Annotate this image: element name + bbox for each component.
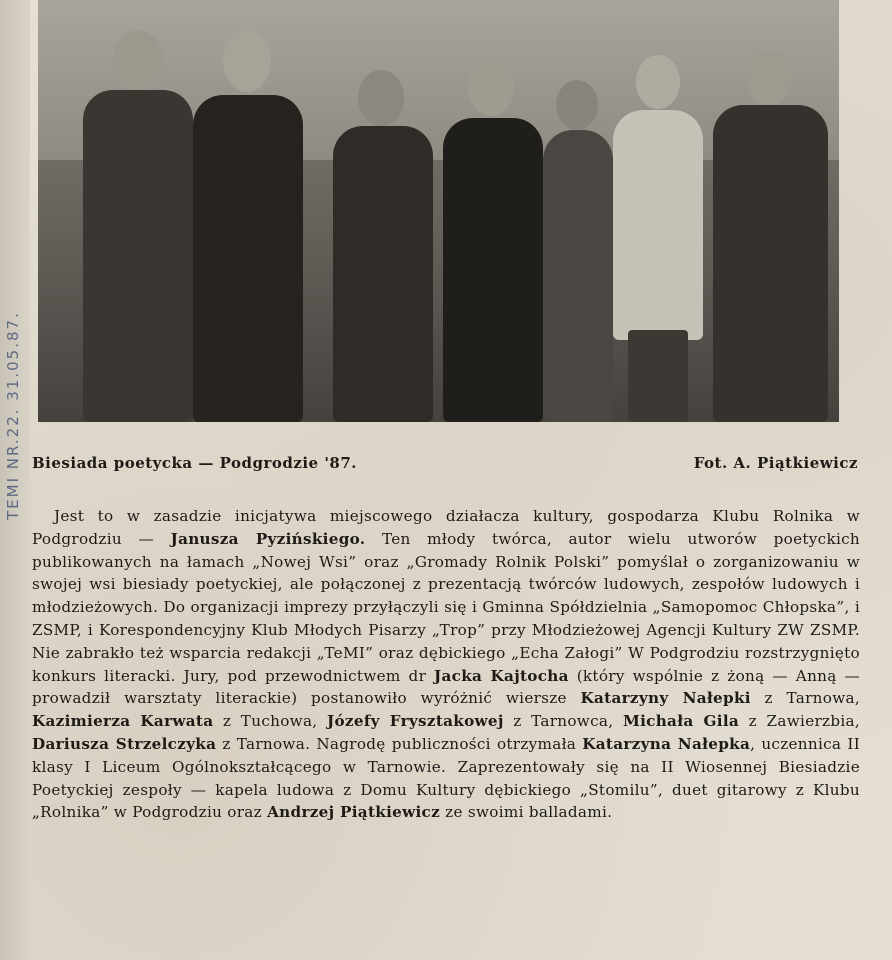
person-figure: [188, 20, 308, 422]
person-figure: [538, 70, 618, 422]
handwritten-margin-note: TEMI NR.22. 31.05.87.: [4, 311, 22, 520]
person-figure: [328, 60, 438, 422]
person-figure: [608, 50, 708, 422]
article-body: [32, 505, 860, 945]
article-paragraph: Jest to w zasadzie inicjatywa miejscowego działacza kultury, gospodarza Klubu Rolnika w Podgrodziu — Janusza Pyzińskiego. Ten młody twórca, autor wielu utworów poetyckich publikowanych na łamach „Nowej Wsi” oraz „Gromady Rolnik Polski” pomyślał o zorganizowaniu w swojej wsi biesiady poetyckiej, ale połączonej z prezentacją twórców ludowych, zespołów ludowych i młodzieżowych. Do organizacji imprezy przyłączyli się i Gminna Spółdzielnia „Samopomoc Chłopska”, i ZSMP, i Korespondencyjny Klub Młodych Pisarzy „Trop” przy Młodzieżowej Agencji Kultury ZW ZSMP. Nie zabrakło też wsparcia redakcji „TeMI” oraz dębickiego „Echa Załogi” W Podgrodziu rozstrzygnięto konkurs literacki. Jury, pod przewodnictwem dr Jacka Kajtocha (który wspólnie z żoną — Anną — prowadził warsztaty literackie) postanowiło wyróżnić wiersze Katarzyny Nałepki z Tarnowa, Kazimierza Karwata z Tuchowa, Józefy Frysztakowej z Tarnowca, Michała Gila z Zawierzbia, Dariusza Strzelczyka z Tarnowa. Nagrodę publiczności otrzymała Katarzyna Nałepka, uczennica II klasy I Liceum Ogólnokształcącego w Tarnowie. Zaprezentowały się na II Wiosennej Biesiadzie Poetyckiej zespoły — kapela ludowa z Domu Kultury dębickiego „Stomilu”, duet gitarowy z Klubu „Rolnika” w Podgrodziu oraz Andrzej Piątkiewicz ze swoimi balladami.: [32, 507, 861, 822]
person-figure: [708, 45, 833, 422]
person-figure: [438, 50, 548, 422]
caption-title: Biesiada poetycka — Podgrodzie '87.: [32, 454, 358, 472]
person-figure: [78, 20, 198, 422]
group-photo: [38, 0, 839, 422]
photo-credit: Fot. A. Piątkiewicz: [693, 454, 858, 472]
photo-caption: [32, 454, 858, 478]
